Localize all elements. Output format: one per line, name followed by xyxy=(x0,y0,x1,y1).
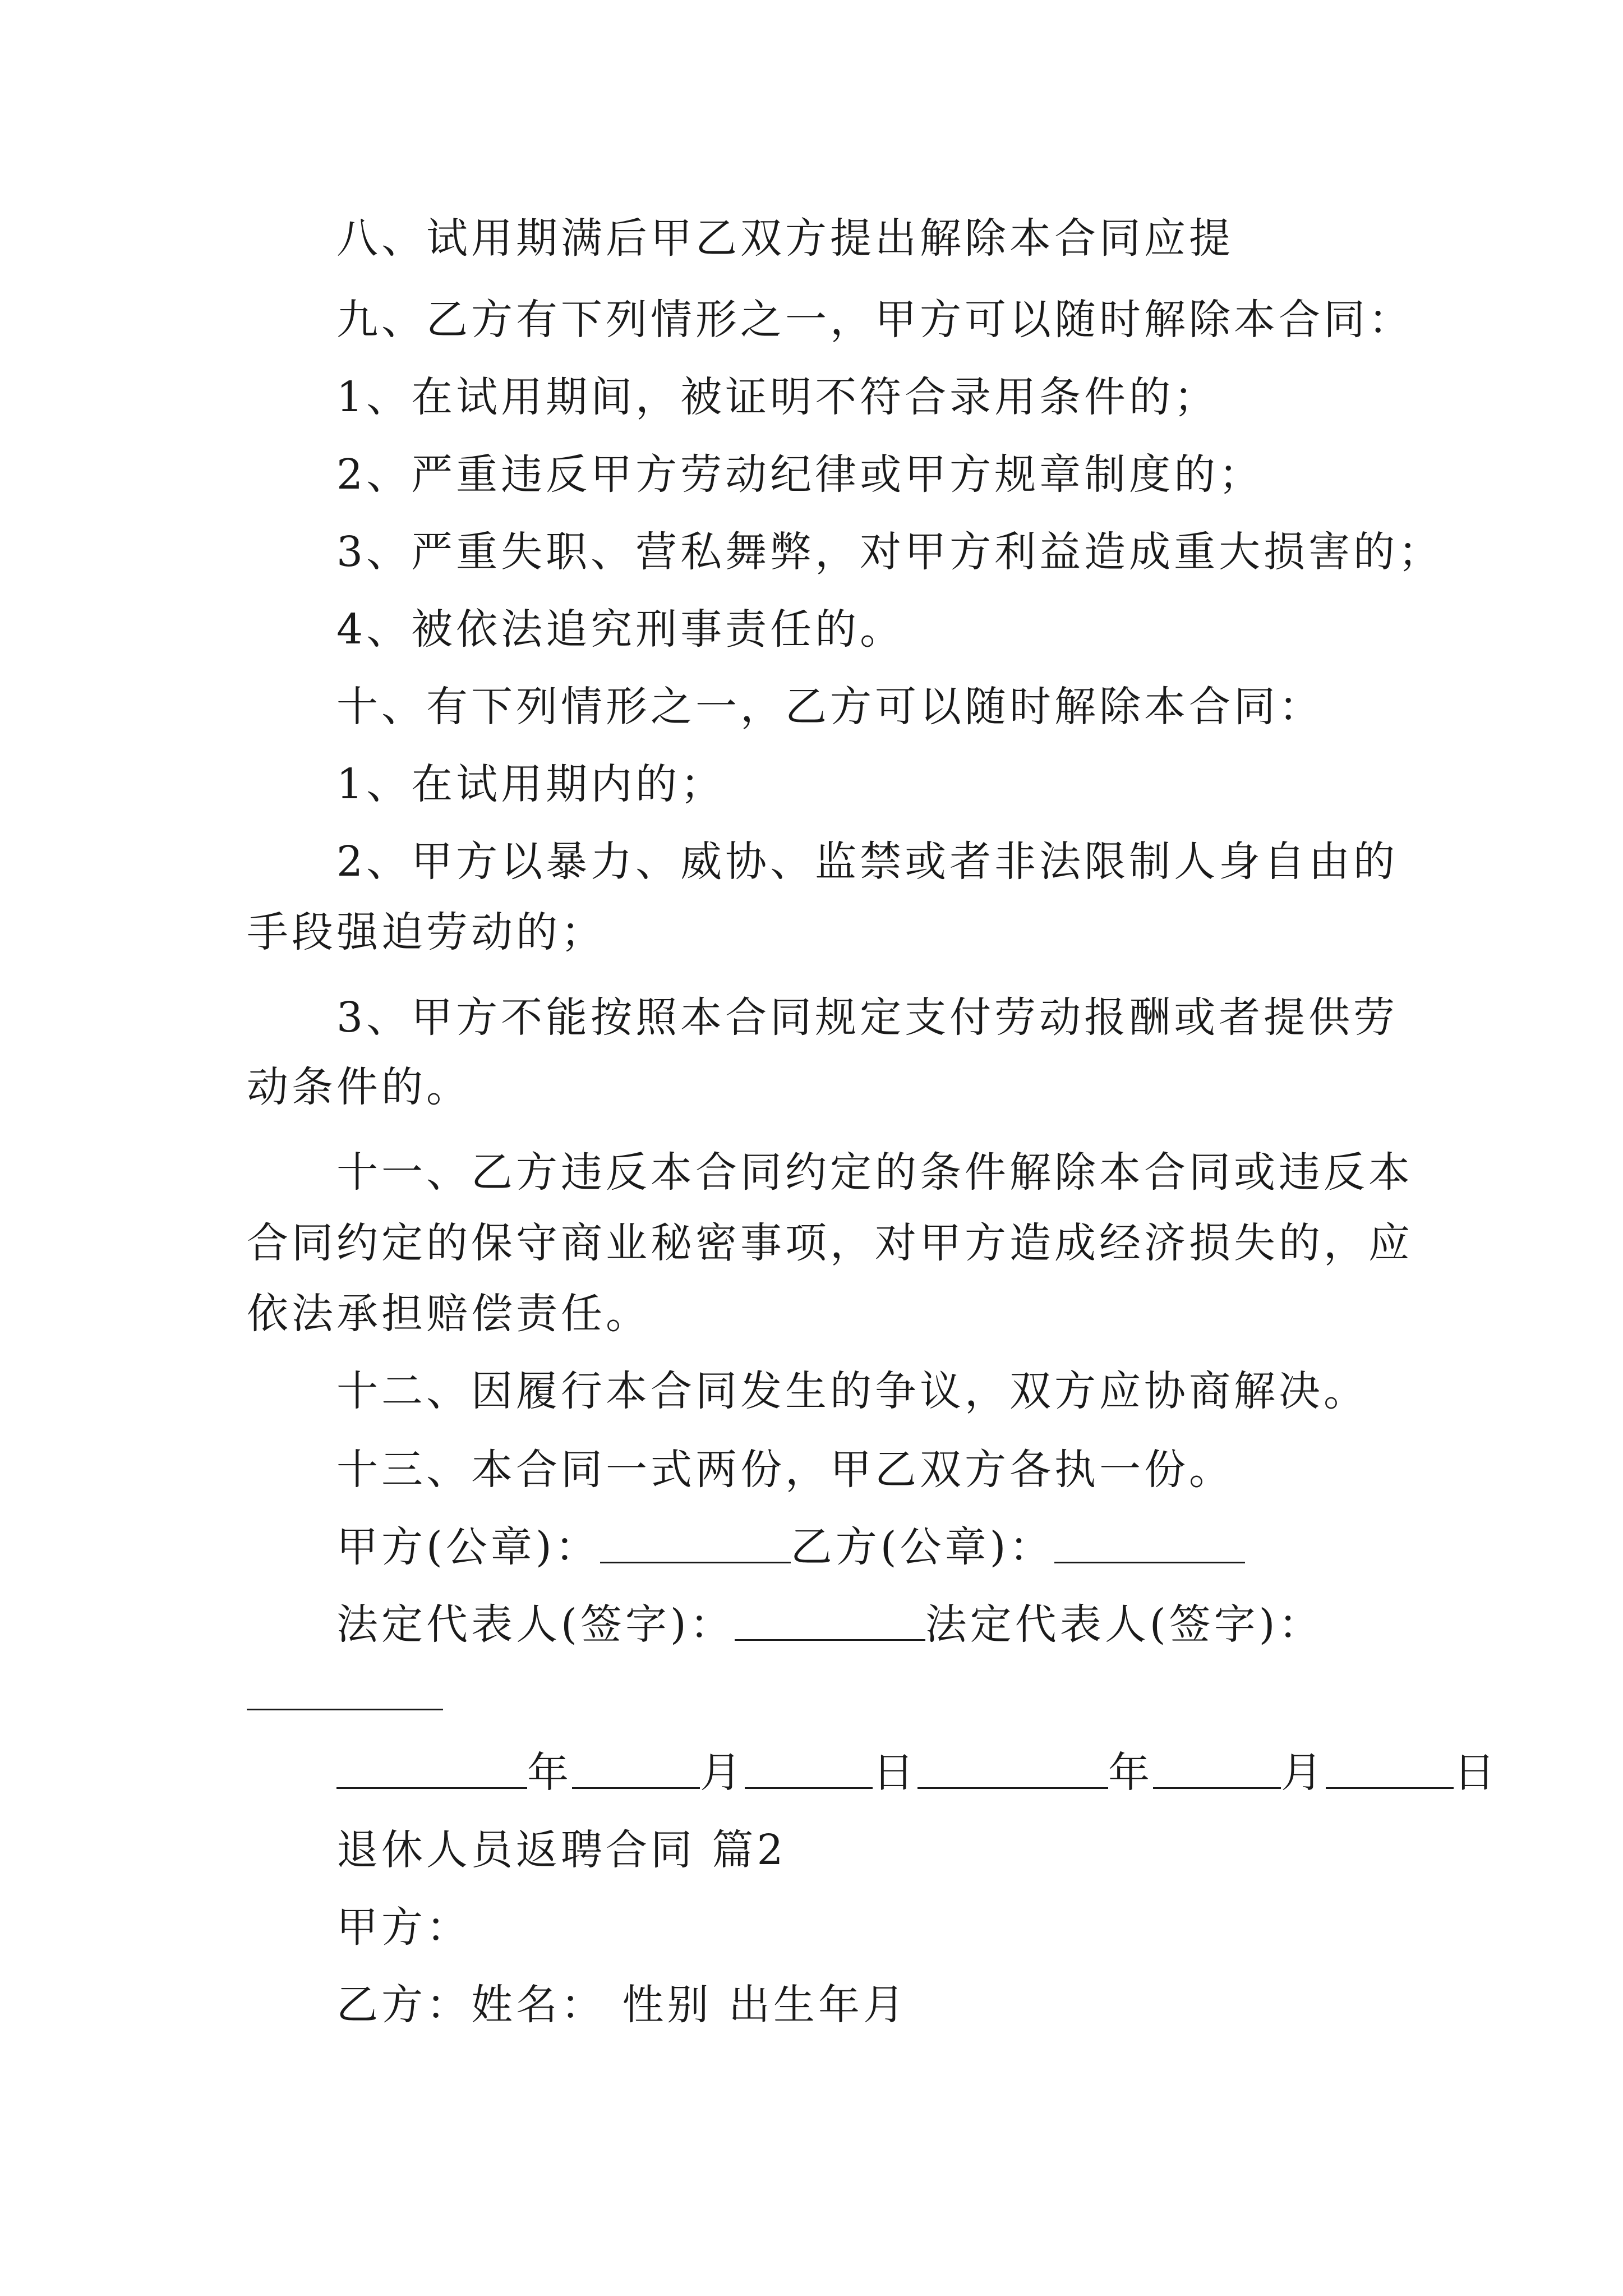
seal-line xyxy=(336,1519,1245,1575)
date-a-month-blank[interactable] xyxy=(572,1746,700,1789)
date-a-day-blank[interactable] xyxy=(745,1746,873,1789)
party-b-seal-label: 乙方(公章)： xyxy=(790,1523,1054,1571)
section-2-party-b: 乙方：姓名： 性别 出生年月 xyxy=(336,1981,909,2029)
clause-9: 九、乙方有下列情形之一，甲方可以随时解除本合同： xyxy=(336,296,1413,344)
date-b-month: 月 xyxy=(1281,1749,1326,1797)
date-line xyxy=(336,1745,1498,1801)
party-b-seal-blank[interactable] xyxy=(1054,1520,1245,1563)
clause-13: 十三、本合同一式两份，甲乙双方各执一份。 xyxy=(336,1446,1234,1494)
clause-10: 十、有下列情形之一，乙方可以随时解除本合同： xyxy=(336,683,1324,731)
rep-a-blank[interactable] xyxy=(735,1598,925,1641)
section-2-title: 退休人员返聘合同 篇2 xyxy=(336,1826,787,1874)
rep-a-label: 法定代表人(签字)： xyxy=(336,1600,735,1649)
date-b-day-blank[interactable] xyxy=(1326,1746,1454,1789)
date-b-year: 年 xyxy=(1108,1749,1153,1797)
date-b-year-blank[interactable] xyxy=(917,1746,1108,1789)
date-b-day: 日 xyxy=(1454,1749,1498,1797)
clause-10-item-2: 2、甲方以暴力、威协、监禁或者非法限制人身自由的 xyxy=(336,838,1399,886)
party-a-seal-blank[interactable] xyxy=(600,1520,791,1563)
section-2-party-a: 甲方： xyxy=(336,1903,471,1952)
clause-9-item-4: 4、被依法追究刑事责任的。 xyxy=(336,605,905,654)
clause-11-cont-2: 依法承担赔偿责任。 xyxy=(247,1290,651,1338)
date-a-day: 日 xyxy=(873,1749,917,1797)
party-a-seal-label: 甲方(公章)： xyxy=(336,1523,600,1571)
clause-9-item-1: 1、在试用期间，被证明不符合录用条件的； xyxy=(336,373,1219,421)
rep-b-blank-continuation[interactable] xyxy=(247,1709,443,1710)
date-a-year: 年 xyxy=(527,1749,572,1797)
clause-10-item-3-cont: 动条件的。 xyxy=(247,1063,471,1111)
date-b-month-blank[interactable] xyxy=(1153,1746,1281,1789)
rep-b-label: 法定代表人(签字)： xyxy=(925,1600,1324,1649)
clause-10-item-3: 3、甲方不能按照本合同规定支付劳动报酬或者提供劳 xyxy=(336,993,1399,1042)
date-a-month: 月 xyxy=(700,1749,745,1797)
clause-9-item-3: 3、严重失职、营私舞弊，对甲方利益造成重大损害的； xyxy=(336,528,1444,576)
clause-11-cont-1: 合同约定的保守商业秘密事项，对甲方造成经济损失的，应 xyxy=(247,1219,1413,1267)
clause-8: 八、试用期满后甲乙双方提出解除本合同应提 xyxy=(336,214,1234,263)
clause-12: 十二、因履行本合同发生的争议，双方应协商解决。 xyxy=(336,1367,1368,1415)
representative-line xyxy=(336,1596,1324,1653)
clause-9-item-2: 2、严重违反甲方劳动纪律或甲方规章制度的； xyxy=(336,450,1264,499)
date-a-year-blank[interactable] xyxy=(336,1746,527,1789)
clause-10-item-1: 1、在试用期内的； xyxy=(336,760,726,808)
clause-11: 十一、乙方违反本合同约定的条件解除本合同或违反本 xyxy=(336,1148,1413,1197)
clause-10-item-2-cont: 手段强迫劳动的； xyxy=(247,908,606,956)
